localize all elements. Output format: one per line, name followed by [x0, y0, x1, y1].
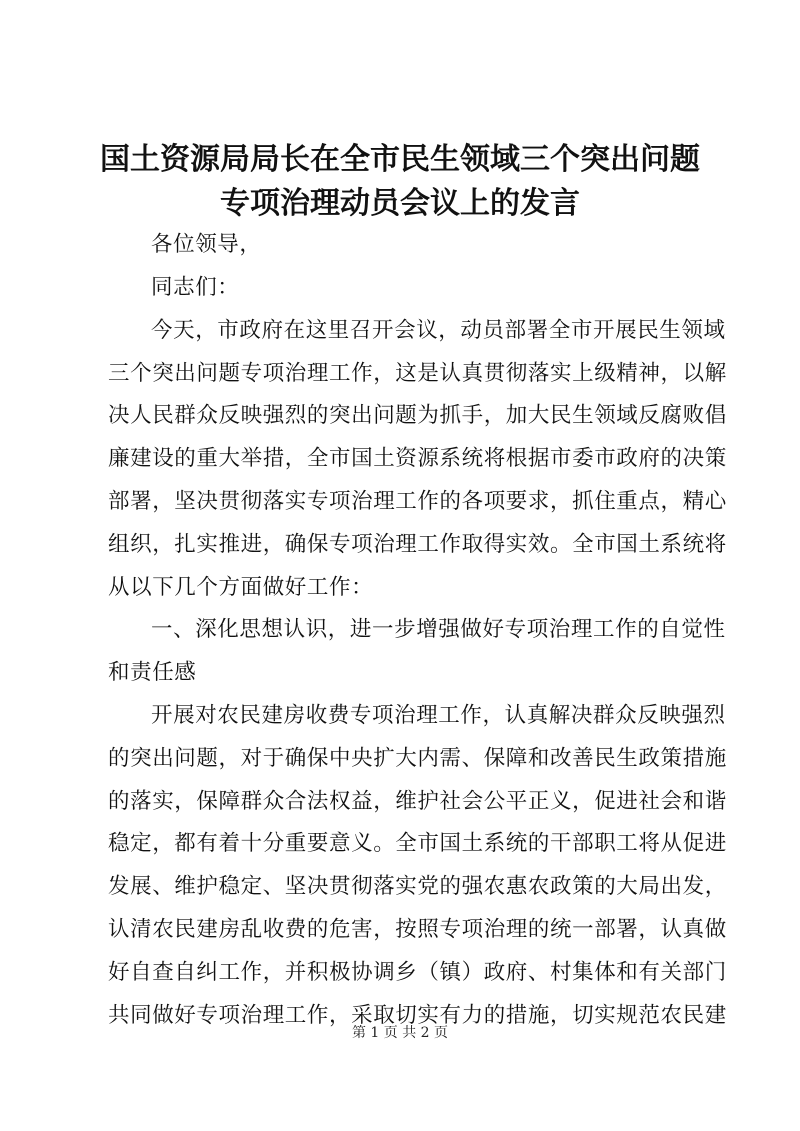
section-heading-1-line: 和责任感 [108, 660, 197, 685]
salutation-comrades: 同志们： [151, 275, 240, 300]
paragraph-2-line: 的突出问题，对于确保中央扩大内需、保障和改善民生政策措施 [108, 746, 727, 771]
document-title-line-1: 国土资源局局长在全市民生领域三个突出问题 [100, 142, 700, 177]
paragraph-2-line: 发展、维护稳定、坚决贯彻落实党的强农惠农政策的大局出发， [108, 874, 727, 899]
paragraph-1-line: 决人民群众反映强烈的突出问题为抓手，加大民生领域反腐败倡 [108, 403, 727, 428]
page-footer: 第 1 页 共 2 页 [351, 1025, 449, 1041]
paragraph-2-line: 好自查自纠工作，并积极协调乡（镇）政府、村集体和有关部门 [108, 960, 727, 985]
paragraph-2-line: 稳定，都有着十分重要意义。全市国土系统的干部职工将从促进 [108, 831, 727, 856]
paragraph-1-line: 三个突出问题专项治理工作，这是认真贯彻落实上级精神，以解 [108, 361, 727, 386]
paragraph-1-line: 组织，扎实推进，确保专项治理工作取得实效。全市国土系统将 [108, 532, 727, 557]
paragraph-2-line: 共同做好专项治理工作，采取切实有力的措施，切实规范农民建 [108, 1003, 727, 1028]
paragraph-1-line: 廉建设的重大举措，全市国土资源系统将根据市委市政府的决策 [108, 446, 727, 471]
paragraph-1-line: 从以下几个方面做好工作： [108, 575, 374, 600]
paragraph-2-line: 认清农民建房乱收费的危害，按照专项治理的统一部署，认真做 [108, 917, 727, 942]
salutation-leaders: 各位领导， [151, 232, 262, 257]
paragraph-2-line: 的落实，保障群众合法权益，维护社会公平正义，促进社会和谐 [108, 789, 727, 814]
paragraph-1-line: 今天，市政府在这里召开会议，动员部署全市开展民生领域 [151, 318, 726, 343]
paragraph-2-line: 开展对农民建房收费专项治理工作，认真解决群众反映强烈 [151, 703, 726, 728]
paragraph-1-line: 部署，坚决贯彻落实专项治理工作的各项要求，抓住重点，精心 [108, 489, 727, 514]
document-title-line-2: 专项治理动员会议上的发言 [220, 186, 580, 221]
section-heading-1-line: 一、深化思想认识，进一步增强做好专项治理工作的自觉性 [151, 617, 726, 642]
